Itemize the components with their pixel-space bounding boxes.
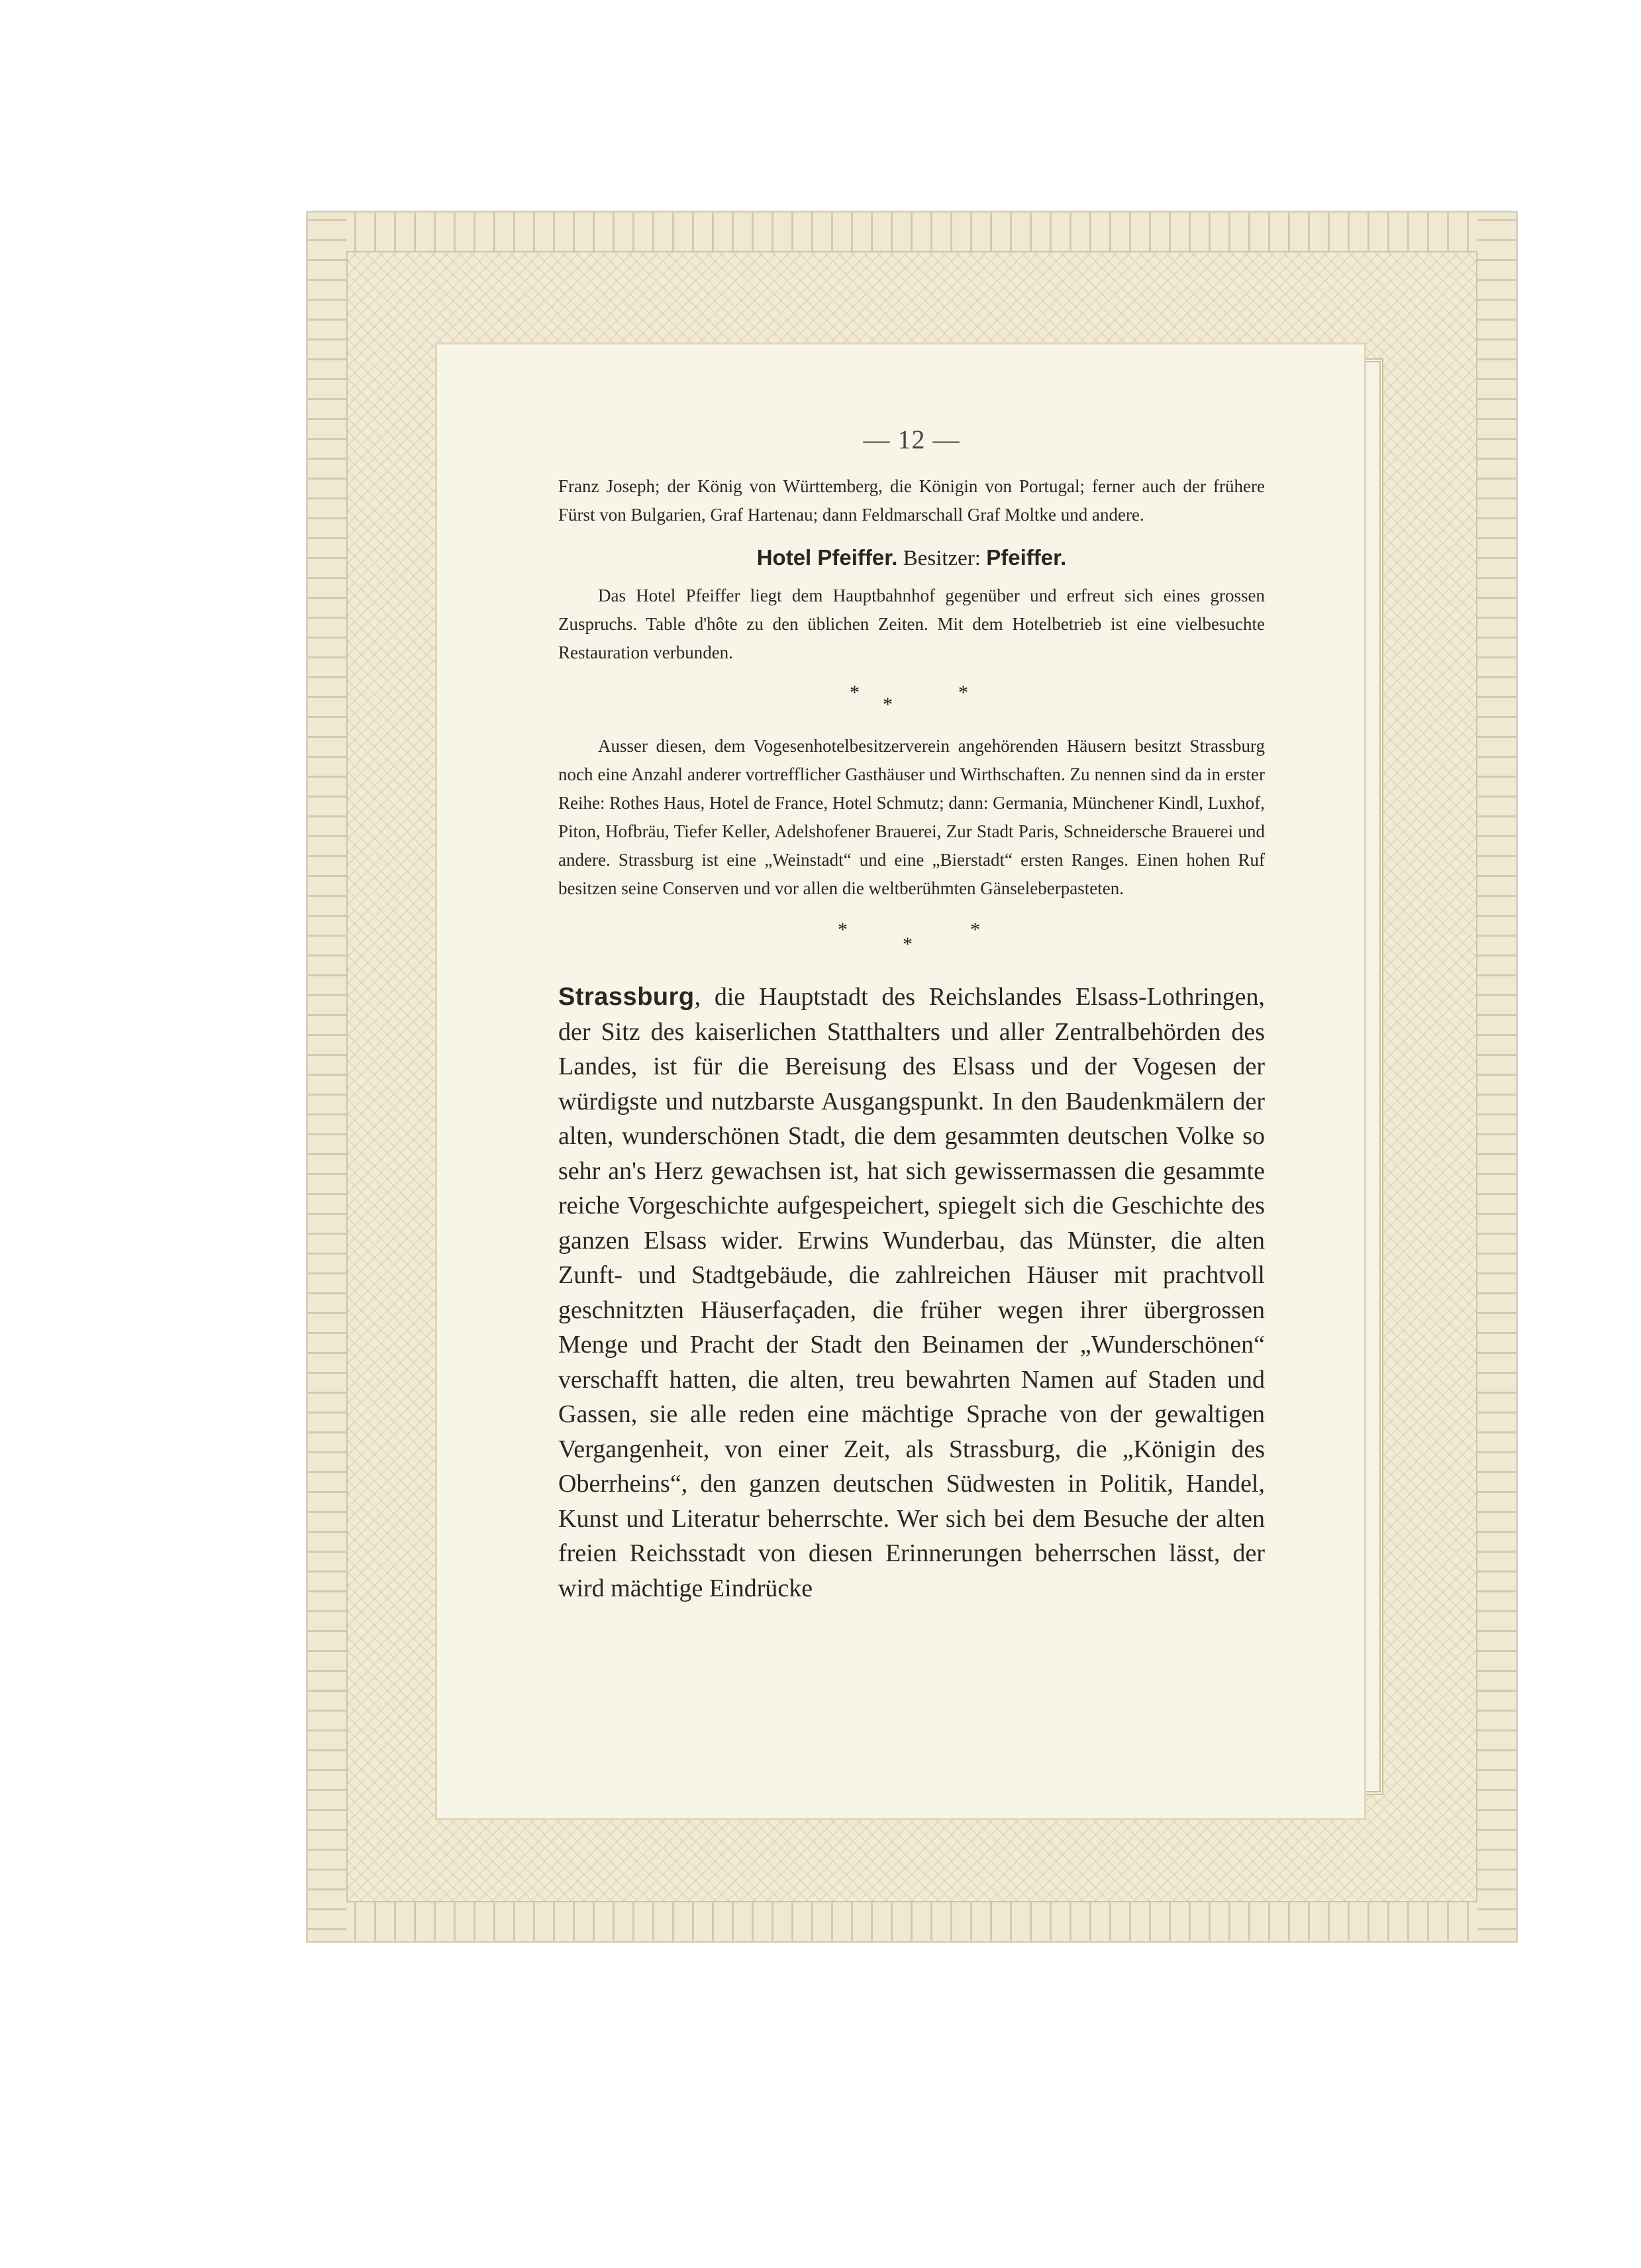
strassburg-lead-word: Strassburg	[558, 983, 695, 1011]
border-fringe-top	[308, 213, 1516, 251]
page-content	[558, 424, 1265, 1606]
border-fringe-right	[1477, 213, 1516, 1941]
paragraph-hotel-pfeiffer: Das Hotel Pfeiffer liegt dem Hauptbahnhof gegenüber und erfreut sich eines grossen Zuspruchs. Table d'hôte zu den üblichen Zeiten. Mit dem Hotelbetrieb ist eine vielbesuchte Restauration verbunden.	[558, 586, 1265, 662]
asterisk: *	[958, 682, 968, 703]
asterisk: *	[838, 919, 848, 941]
paragraph-strassburg	[558, 980, 1265, 1606]
border-fringe-bottom	[308, 1902, 1516, 1941]
strassburg-text: , die Hauptstadt des Reichslandes Elsass-Lothringen, der Sitz des kaiserlichen Statthalters und aller Zentralbehörden des Landes, ist für die Bereisung des Elsass und der Vogesen der würdigste und nutzbarste Ausgangspunkt. In den Baudenkmälern der alten, wunderschönen Stadt, die dem gesammten deutschen Volke so sehr an's Herz gewachsen ist, hat sich gewissermassen die gesammte reiche Vorgeschichte aufgespeichert, spiegelt sich die Geschichte des ganzen Elsass wider. Erwins Wunderbau, das Münster, die alten Zunft- und Stadtgebäude, die zahlreichen Häuser mit prachtvoll geschnitzten Häuserfaçaden, die früher wegen ihrer übergrossen Menge und Pracht der Stadt den Beinamen der „Wunderschönen“ verschafft hatten, die alten, treu bewahrten Namen auf Staden und Gassen, sie alle reden eine mächtige Sprache von der gewaltigen Vergangenheit, von einer Zeit, als Strassburg, die „Königin des Oberrheins“, den ganzen deutschen Südwesten in Politik, Handel, Kunst und Literatur beherrschte. Wer sich bei dem Besuche der alten freien Reichsstadt von diesen Erinnerungen beherrschen lässt, der wird mächtige Eindrücke	[558, 983, 1265, 1602]
paragraph-other-inns: Ausser diesen, dem Vogesenhotelbesitzerverein angehörenden Häusern besitzt Strassburg noch eine Anzahl anderer vortrefflicher Gasthäuser und Wirthschaften. Zu nennen sind da in erster Reihe: Rothes Haus, Hotel de France, Hotel Schmutz; dann: Germania, Münchener Kindl, Luxhof, Piton, Hofbräu, Tiefer Keller, Adelshofener Brauerei, Zur Stadt Paris, Schneidersche Brauerei und andere. Strassburg ist eine „Weinstadt“ und eine „Bierstadt“ ersten Ranges. Einen hohen Ruf besitzen seine Conserven und vor allen die weltberühmten Gänseleberpasteten.	[558, 736, 1265, 898]
hotel-owner: Pfeiffer.	[986, 545, 1067, 570]
border-fringe-left	[308, 213, 346, 1941]
asterisk: *	[903, 933, 913, 955]
hotel-name: Hotel Pfeiffer.	[756, 545, 898, 570]
asterisk: *	[883, 694, 893, 715]
asterisk: *	[970, 919, 980, 941]
hotel-heading	[558, 545, 1265, 571]
paragraph-royal-guests: Franz Joseph; der König von Württemberg, die Königin von Portugal; ferner auch der frühere Fürst von Bulgarien, Graf Hartenau; dann Feldmarschall Graf Moltke und andere.	[558, 476, 1265, 525]
page-number: — 12 —	[863, 425, 960, 454]
hotel-owner-label: Besitzer:	[903, 546, 981, 570]
asterisk: *	[850, 682, 860, 703]
asterism-separator	[558, 919, 1265, 953]
asterism-separator	[558, 682, 1265, 716]
